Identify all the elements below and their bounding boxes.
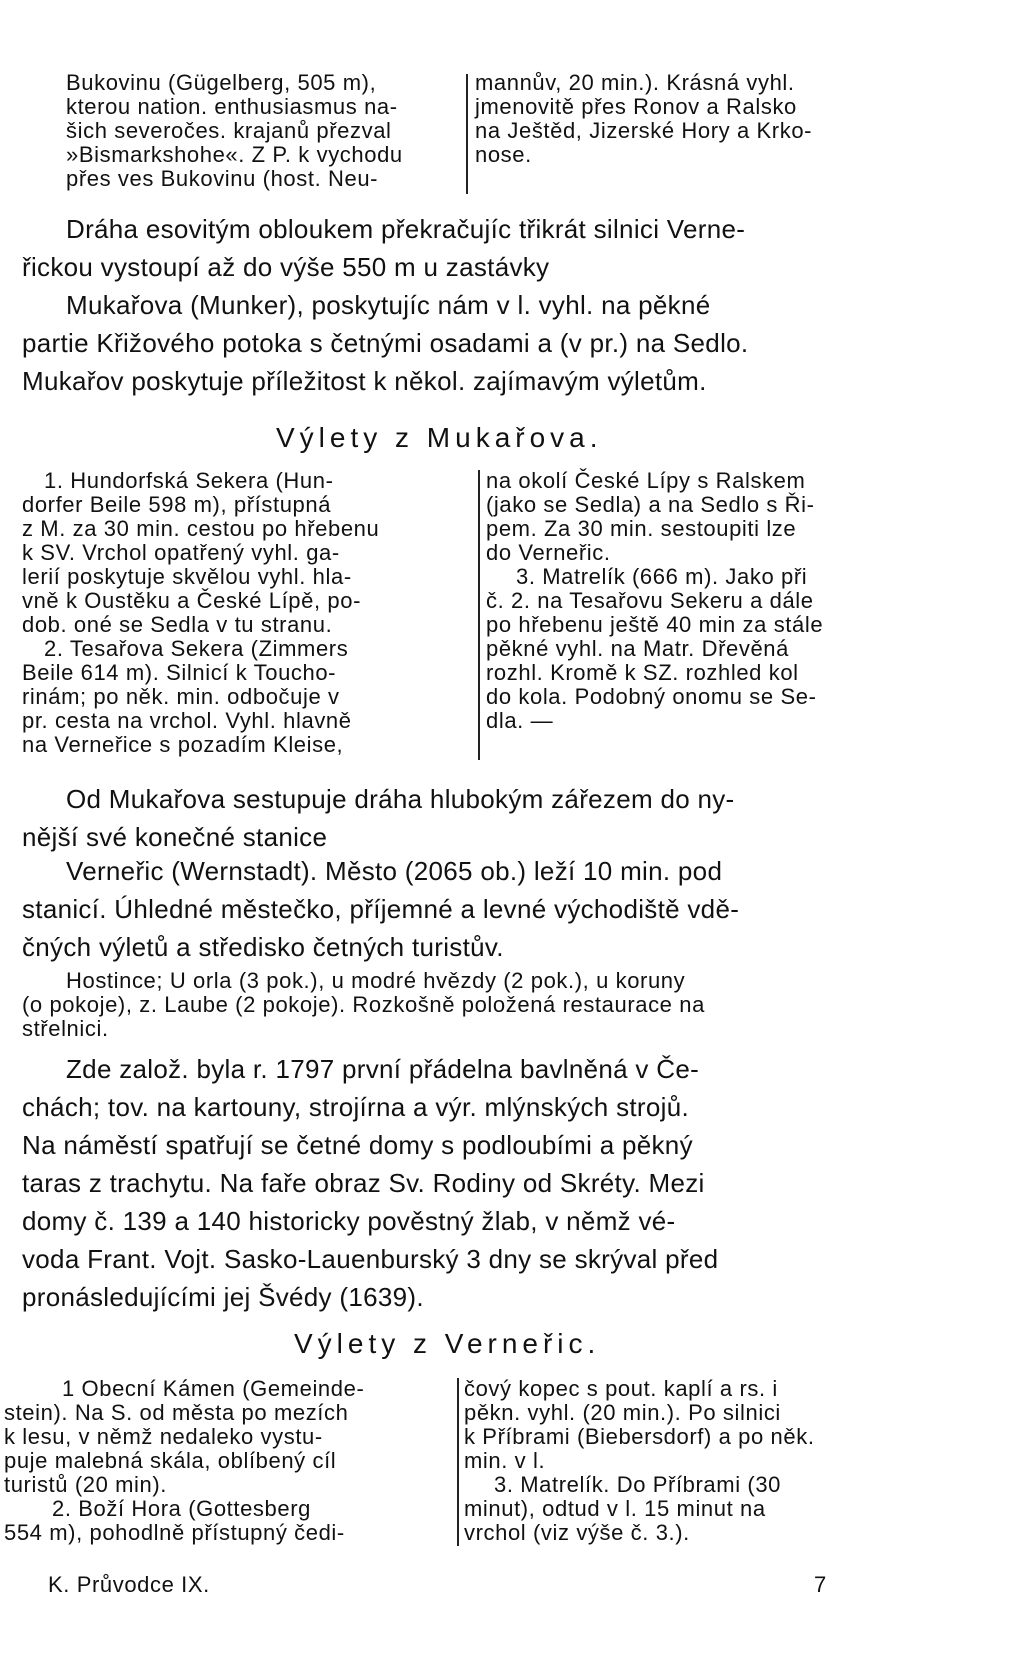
text-line: taras z trachytu. Na faře obraz Sv. Rodiny od Skréty. Mezi (22, 1168, 705, 1198)
text-line: šich severočes. krajanů přezval (66, 118, 392, 143)
text-line: vrchol (viz výše č. 3.). (464, 1520, 690, 1545)
text-line: do kola. Podobný onomu se Se- (486, 684, 817, 709)
section-heading: Výlety z Verneřic. (294, 1328, 601, 1359)
page-number: 7 (814, 1572, 827, 1597)
text-line: pronásledujícími jej Švédy (1639). (22, 1282, 424, 1312)
text-line: na Verneřice s pozadím Kleise, (22, 732, 344, 757)
column-divider (466, 74, 468, 194)
text-line: domy č. 139 a 140 historicky pověstný žlab, v němž vé- (22, 1206, 676, 1236)
text-line: stein). Na S. od města po mezích (4, 1400, 349, 1425)
text-line: puje malebná skála, oblíbený cíl (4, 1448, 337, 1473)
text-line: partie Křižového potoka s četnými osadami a (v pr.) na Sedlo. (22, 328, 749, 358)
column-divider (478, 470, 480, 760)
text-line: střelnici. (22, 1016, 109, 1041)
text-line: Mukařova (Munker), poskytujíc nám v l. vyhl. na pěkné (66, 290, 711, 320)
text-line: lerií poskytuje skvělou vyhl. hla- (22, 564, 352, 589)
text-line: 554 m), pohodlně přístupný čedi- (4, 1520, 345, 1545)
text-line: »Bismarkshohe«. Z P. k vychodu (66, 142, 403, 167)
text-line: stanicí. Úhledné městečko, příjemné a levné východiště vdě- (22, 894, 740, 924)
text-line: Bukovinu (Gügelberg, 505 m), (66, 70, 377, 95)
text-line: po hřebenu ještě 40 min za stále (486, 612, 824, 637)
text-line: dob. oné se Sedla v tu stranu. (22, 612, 333, 637)
text-line: (o pokoje), z. Laube (2 pokoje). Rozkošně položená restaurace na (22, 992, 705, 1017)
text-line: 2. Boží Hora (Gottesberg (52, 1496, 311, 1521)
text-line: jmenovitě přes Ronov a Ralsko (475, 94, 797, 119)
text-line: vně k Oustěku a České Lípě, po- (22, 588, 361, 613)
text-line: Verneřic (Wernstadt). Město (2065 ob.) leží 10 min. pod (66, 856, 723, 886)
text-line: chách; tov. na kartouny, strojírna a výr. mlýnských strojů. (22, 1092, 689, 1122)
text-line: 3. Matrelík (666 m). Jako při (516, 564, 808, 589)
text-line: dla. — (486, 708, 554, 733)
text-line: na okolí České Lípy s Ralskem (486, 468, 806, 493)
text-line: mannův, 20 min.). Krásná vyhl. (475, 70, 795, 95)
text-line: Dráha esovitým obloukem překračujíc třikrát silnici Verne- (66, 214, 746, 244)
text-line: dorfer Beile 598 m), přístupná (22, 492, 332, 517)
text-line: Beile 614 m). Silnicí k Toucho- (22, 660, 337, 685)
text-line: 3. Matrelík. Do Příbrami (30 (494, 1472, 781, 1497)
text-line: kterou nation. enthusiasmus na- (66, 94, 398, 119)
text-line: Hostince; U orla (3 pok.), u modré hvězdy (2 pok.), u koruny (66, 968, 686, 993)
text-line: řickou vystoupí až do výše 550 m u zastávky (22, 252, 550, 282)
text-line: čných výletů a středisko četných turistův. (22, 932, 504, 962)
text-line: 1 Obecní Kámen (Gemeinde- (62, 1376, 365, 1401)
text-line: Od Mukařova sestupuje dráha hlubokým zářezem do ny- (66, 784, 735, 814)
text-line: Na náměstí spatřují se četné domy s podloubími a pěkný (22, 1130, 693, 1160)
text-line: pěkné vyhl. na Matr. Dřevěná (486, 636, 789, 661)
text-line: rinám; po něk. min. odbočuje v (22, 684, 340, 709)
text-line: k SV. Vrchol opatřený vyhl. ga- (22, 540, 340, 565)
text-line: Mukařov poskytuje příležitost k někol. zajímavým výletům. (22, 366, 707, 396)
text-line: minut), odtud v l. 15 minut na (464, 1496, 766, 1521)
text-line: Zde založ. byla r. 1797 první přádelna bavlněná v Če- (66, 1054, 700, 1084)
text-line: přes ves Bukovinu (host. Neu- (66, 166, 379, 191)
text-line: turistů (20 min). (4, 1472, 168, 1497)
text-line: č. 2. na Tesařovu Sekeru a dále (486, 588, 814, 613)
page-footer-title: K. Průvodce IX. (48, 1572, 210, 1597)
text-line: čový kopec s pout. kaplí a rs. i (464, 1376, 778, 1401)
text-line: min. v l. (464, 1448, 546, 1473)
text-line: (jako se Sedla) a na Sedlo s Ři- (486, 492, 815, 517)
text-line: pěkn. vyhl. (20 min.). Po silnici (464, 1400, 781, 1425)
text-line: voda Frant. Vojt. Sasko-Lauenburský 3 dny se skrýval před (22, 1244, 719, 1274)
text-line: pem. Za 30 min. sestoupiti lze (486, 516, 797, 541)
text-line: 1. Hundorfská Sekera (Hun- (44, 468, 334, 493)
text-line: rozhl. Kromě k SZ. rozhled kol (486, 660, 799, 685)
section-heading: Výlety z Mukařova. (276, 422, 603, 453)
text-line: nější své konečné stanice (22, 822, 328, 852)
text-line: na Ještěd, Jizerské Hory a Krko- (475, 118, 813, 143)
column-divider (457, 1378, 459, 1546)
text-line: k lesu, v němž nedaleko vystu- (4, 1424, 323, 1449)
text-line: 2. Tesařova Sekera (Zimmers (44, 636, 349, 661)
text-line: k Příbrami (Biebersdorf) a po něk. (464, 1424, 815, 1449)
text-line: z M. za 30 min. cestou po hřebenu (22, 516, 380, 541)
text-line: do Verneřic. (486, 540, 611, 565)
text-line: pr. cesta na vrchol. Vyhl. hlavně (22, 708, 352, 733)
text-line: nose. (475, 142, 532, 167)
